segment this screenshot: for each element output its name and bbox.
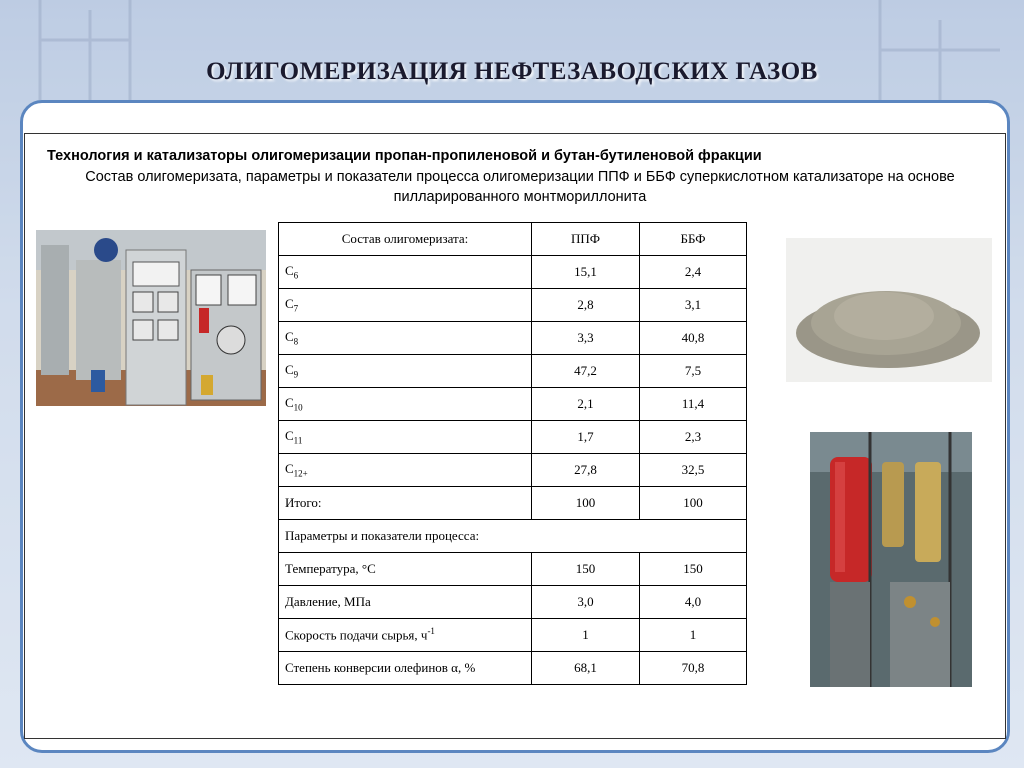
- table-row: [279, 652, 747, 685]
- table-row: [279, 454, 747, 487]
- section-heading: Технология и катализаторы олигомеризации пропан-пропиленовой и бутан-бутиленовой фракции: [47, 148, 762, 164]
- table-cell: 3,1: [640, 289, 747, 322]
- table-cell: 4,0: [640, 586, 747, 619]
- table-cell-label: Температура, °С: [279, 553, 532, 586]
- table-row: [279, 256, 747, 289]
- table-cell: 68,1: [532, 652, 640, 685]
- catalyst-powder-photo: [786, 238, 992, 382]
- table-row: [279, 421, 747, 454]
- table-cell: 47,2: [532, 355, 640, 388]
- table-cell: 70,8: [640, 652, 747, 685]
- table-cell: 27,8: [532, 454, 640, 487]
- table-cell: 1: [640, 619, 747, 652]
- table-cell-label: Скорость подачи сырья, $ч^{-1}$: [279, 619, 532, 652]
- table-cell: 2,3: [640, 421, 747, 454]
- table-header-cell: Состав олигомеризата:: [279, 223, 532, 256]
- table-cell: 100: [640, 487, 747, 520]
- table-cell-label: Давление, МПа: [279, 586, 532, 619]
- table-cell: 40,8: [640, 322, 747, 355]
- table-row: [279, 553, 747, 586]
- table-cell-label: $C_9$: [279, 355, 532, 388]
- section-subheading: Состав олигомеризата, параметры и показатели процесса олигомеризации ППФ и ББФ суперкислотном катализаторе на основе пилларированного монтмориллонита: [85, 169, 955, 205]
- table-section-heading: Параметры и показатели процесса:: [279, 520, 747, 553]
- table-total-row: [279, 487, 747, 520]
- table-row: [279, 289, 747, 322]
- table-header-cell: ББФ: [640, 223, 747, 256]
- table-row: [279, 388, 747, 421]
- table-cell-label: Степень конверсии олефинов α, %: [279, 652, 532, 685]
- table-cell: 2,1: [532, 388, 640, 421]
- oligomerizate-composition-table: [278, 222, 747, 685]
- table-cell-label: $C_7$: [279, 289, 532, 322]
- table-cell: 3,0: [532, 586, 640, 619]
- table-cell: 32,5: [640, 454, 747, 487]
- table-cell: 2,8: [532, 289, 640, 322]
- table-header-cell: ППФ: [532, 223, 640, 256]
- page-title: ОЛИГОМЕРИЗАЦИЯ НЕФТЕЗАВОДСКИХ ГАЗОВ: [206, 58, 818, 85]
- table-cell: 100: [532, 487, 640, 520]
- table-cell: 11,4: [640, 388, 747, 421]
- reactor-unit-photo: [810, 432, 972, 687]
- table-header-row: [279, 223, 747, 256]
- table-cell: 1: [532, 619, 640, 652]
- table-cell-label: $C_8$: [279, 322, 532, 355]
- table-cell: 2,4: [640, 256, 747, 289]
- table-cell: 150: [532, 553, 640, 586]
- table-cell: 7,5: [640, 355, 747, 388]
- table-cell: 150: [640, 553, 747, 586]
- table-cell-label: $C_{12+}$: [279, 454, 532, 487]
- table-cell-label: $C_{10}$: [279, 388, 532, 421]
- table-cell-label: $C_6$: [279, 256, 532, 289]
- table-cell: 15,1: [532, 256, 640, 289]
- table-cell-label: Итого:: [279, 487, 532, 520]
- table-section-row: [279, 520, 747, 553]
- table-cell-label: $C_{11}$: [279, 421, 532, 454]
- table-cell: 1,7: [532, 421, 640, 454]
- table-cell: 3,3: [532, 322, 640, 355]
- table-row: [279, 322, 747, 355]
- table-row: [279, 586, 747, 619]
- lab-installation-photo: [36, 230, 266, 406]
- table-row: [279, 619, 747, 652]
- table-row: [279, 355, 747, 388]
